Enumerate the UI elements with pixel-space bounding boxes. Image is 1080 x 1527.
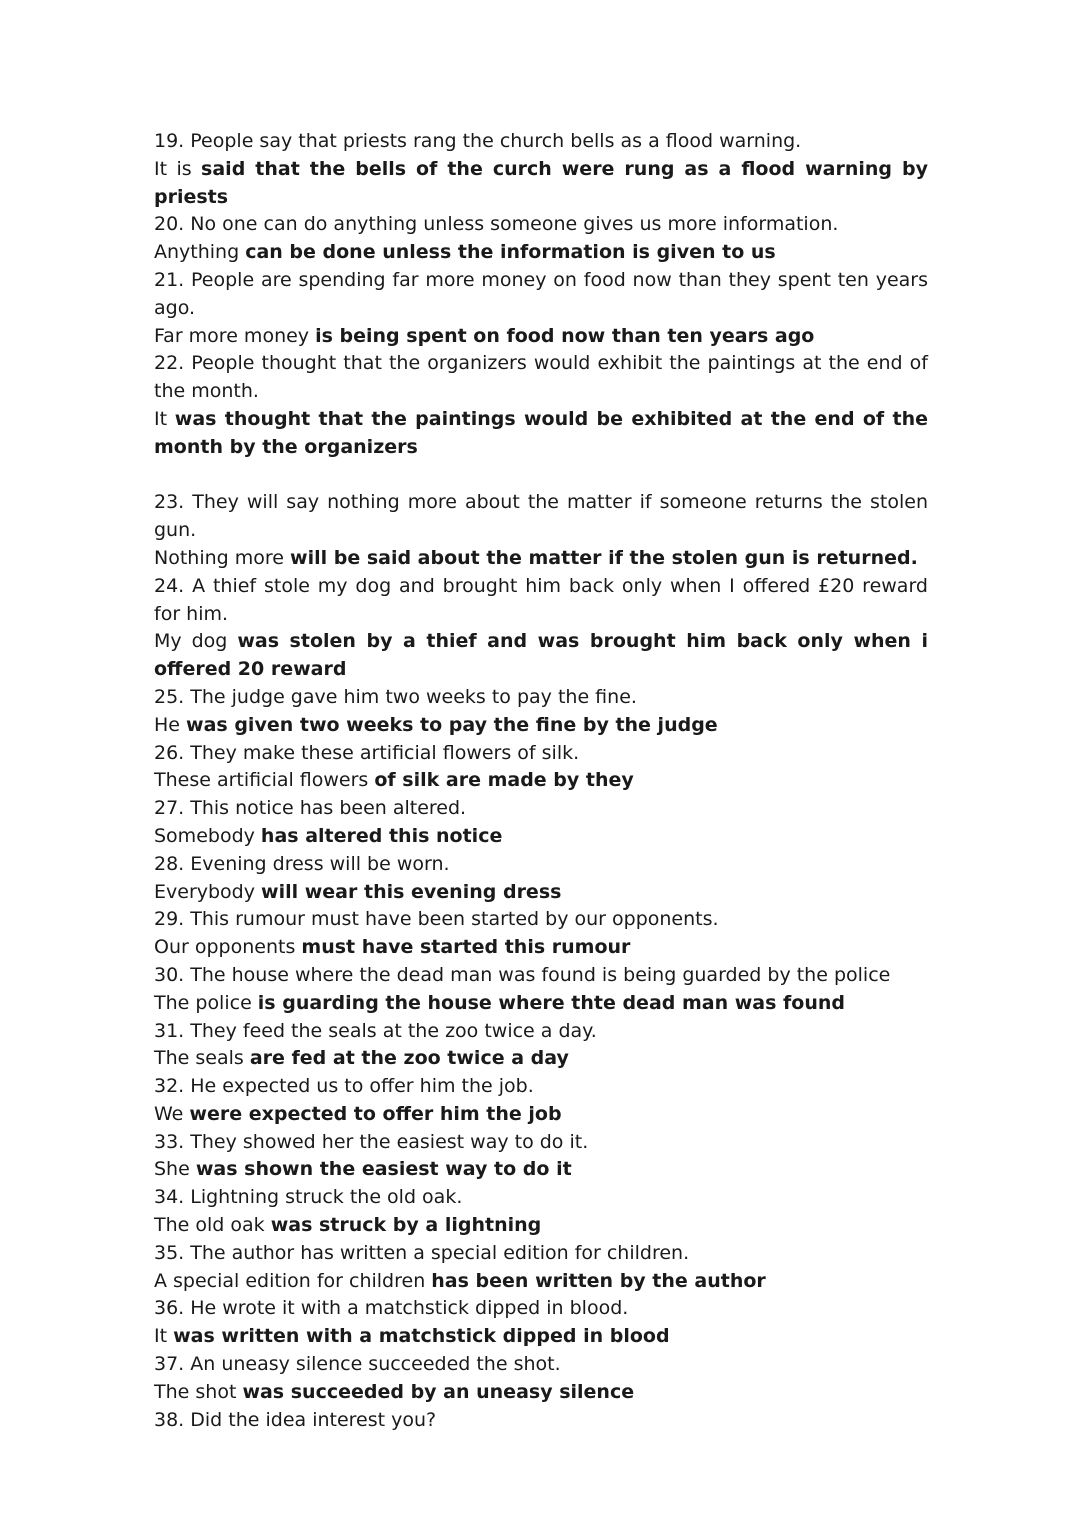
question-38: 38. Did the idea interest you? bbox=[154, 1408, 437, 1431]
answer-transformation: will wear this evening dress bbox=[261, 880, 562, 903]
answer-transformation: was given two weeks to pay the fine by the judge bbox=[186, 713, 718, 736]
question-31: 31. They feed the seals at the zoo twice a day. bbox=[154, 1019, 597, 1042]
answer-lead: Nothing more bbox=[154, 546, 291, 569]
answer-lead: Our opponents bbox=[154, 936, 302, 959]
answer-lead: The old oak bbox=[154, 1214, 271, 1237]
answer-transformation: has altered this notice bbox=[260, 824, 503, 847]
answer-lead: Far more money bbox=[154, 324, 316, 347]
answer-transformation: is guarding the house where thte dead man was found bbox=[257, 991, 846, 1014]
question-27: 27. This notice has been altered. bbox=[154, 797, 467, 820]
answer-30 bbox=[154, 990, 928, 1018]
answer-21 bbox=[154, 323, 928, 351]
answer-26 bbox=[154, 767, 928, 795]
question-37: 37. An uneasy silence succeeded the shot. bbox=[154, 1353, 561, 1376]
answer-lead: She bbox=[154, 1158, 196, 1181]
answer-22 bbox=[154, 406, 928, 462]
answer-lead: It bbox=[154, 1325, 174, 1348]
answer-lead: It is bbox=[154, 157, 202, 180]
answer-31 bbox=[154, 1045, 928, 1073]
answer-transformation: of silk are made by they bbox=[374, 769, 634, 792]
answer-34 bbox=[154, 1212, 928, 1240]
answer-transformation: is being spent on food now than ten years ago bbox=[315, 324, 815, 347]
paragraph-gap bbox=[154, 462, 928, 490]
question-34: 34. Lightning struck the old oak. bbox=[154, 1186, 463, 1209]
answer-lead: My dog bbox=[154, 630, 238, 653]
question-21: 21. People are spending far more money on food now than they spent ten years ago. bbox=[154, 268, 928, 319]
answer-lead: Somebody bbox=[154, 824, 261, 847]
answer-transformation: was shown the easiest way to do it bbox=[195, 1158, 572, 1181]
question-36: 36. He wrote it with a matchstick dipped in blood. bbox=[154, 1297, 629, 1320]
answer-23 bbox=[154, 545, 928, 573]
answer-transformation: was thought that the paintings would be exhibited at the end of the month by the organizers bbox=[154, 407, 929, 458]
answer-24 bbox=[154, 628, 928, 684]
answer-transformation: said that the bells of the curch were rung as a flood warning by priests bbox=[154, 157, 928, 208]
answer-transformation: must have started this rumour bbox=[301, 936, 631, 959]
answer-lead: It bbox=[154, 407, 175, 430]
question-25: 25. The judge gave him two weeks to pay the fine. bbox=[154, 685, 637, 708]
answer-19 bbox=[154, 156, 928, 212]
answer-transformation: were expected to offer him the job bbox=[189, 1102, 562, 1125]
answer-lead: Everybody bbox=[154, 880, 262, 903]
answer-32 bbox=[154, 1101, 928, 1129]
answer-29 bbox=[154, 934, 928, 962]
question-33: 33. They showed her the easiest way to do it. bbox=[154, 1130, 589, 1153]
question-28: 28. Evening dress will be worn. bbox=[154, 852, 450, 875]
answer-lead: We bbox=[154, 1102, 190, 1125]
answer-lead: Anything bbox=[154, 241, 246, 264]
question-22: 22. People thought that the organizers would exhibit the paintings at the end of the month. bbox=[154, 352, 928, 403]
answer-transformation: was struck by a lightning bbox=[270, 1214, 542, 1237]
answer-transformation: was stolen by a thief and was brought him back only when i offered 20 reward bbox=[154, 630, 928, 681]
answer-28 bbox=[154, 879, 928, 907]
answer-36 bbox=[154, 1323, 928, 1351]
question-29: 29. This rumour must have been started by our opponents. bbox=[154, 908, 719, 931]
question-32: 32. He expected us to offer him the job. bbox=[154, 1075, 534, 1098]
question-19: 19. People say that priests rang the church bells as a flood warning. bbox=[154, 130, 802, 152]
question-26: 26. They make these artificial flowers of silk. bbox=[154, 741, 580, 764]
answer-transformation: can be done unless the information is given to us bbox=[245, 241, 776, 264]
answer-27 bbox=[154, 823, 928, 851]
question-35: 35. The author has written a special edition for children. bbox=[154, 1241, 690, 1264]
answer-transformation: will be said about the matter if the stolen gun is returned. bbox=[290, 546, 918, 569]
answer-lead: The shot bbox=[154, 1380, 243, 1403]
answer-33 bbox=[154, 1156, 928, 1184]
answer-20 bbox=[154, 239, 928, 267]
question-30: 30. The house where the dead man was found is being guarded by the police bbox=[154, 963, 891, 986]
answer-25 bbox=[154, 712, 928, 740]
answer-37 bbox=[154, 1379, 928, 1407]
answer-lead: The seals bbox=[154, 1047, 250, 1070]
question-20: 20. No one can do anything unless someone gives us more information. bbox=[154, 213, 839, 236]
worksheet-page bbox=[154, 128, 928, 1434]
answer-35 bbox=[154, 1268, 928, 1296]
question-24: 24. A thief stole my dog and brought him back only when I offered £20 reward for him. bbox=[154, 574, 928, 625]
answer-transformation: was succeeded by an uneasy silence bbox=[242, 1380, 635, 1403]
answer-transformation: has been written by the author bbox=[431, 1269, 766, 1292]
answer-lead: He bbox=[154, 713, 187, 736]
answer-lead: A special edition for children bbox=[154, 1269, 432, 1292]
answer-lead: The police bbox=[154, 991, 258, 1014]
question-23: 23. They will say nothing more about the matter if someone returns the stolen gun. bbox=[154, 491, 928, 542]
answer-lead: These artificial flowers bbox=[154, 769, 375, 792]
answer-transformation: was written with a matchstick dipped in blood bbox=[173, 1325, 670, 1348]
answer-transformation: are fed at the zoo twice a day bbox=[249, 1047, 569, 1070]
